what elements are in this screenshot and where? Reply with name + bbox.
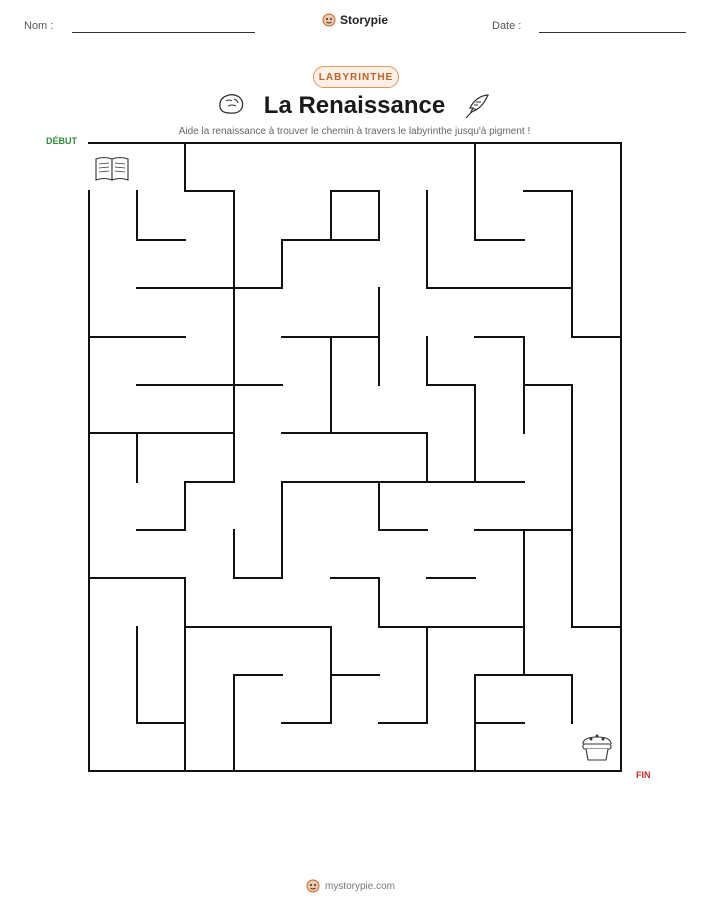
brand-name: Storypie	[340, 13, 389, 27]
start-label: DÉBUT	[46, 136, 77, 146]
maze-walls	[89, 143, 621, 771]
date-label: Date :	[492, 20, 522, 32]
storypie-mascot-icon	[306, 879, 320, 893]
footer-site: mystorypie.com	[325, 880, 396, 892]
name-label: Nom :	[24, 20, 54, 32]
end-label: FIN	[636, 770, 651, 780]
instructions: Aide la renaissance à trouver le chemin à travers le labyrinthe jusqu'à pigment !	[178, 126, 531, 137]
page-title: La Renaissance	[263, 92, 446, 119]
maze-badge: LABYRINTHE	[313, 66, 399, 88]
pigment-pot-icon	[583, 735, 611, 760]
open-book-icon	[96, 158, 128, 181]
footer	[306, 879, 395, 893]
